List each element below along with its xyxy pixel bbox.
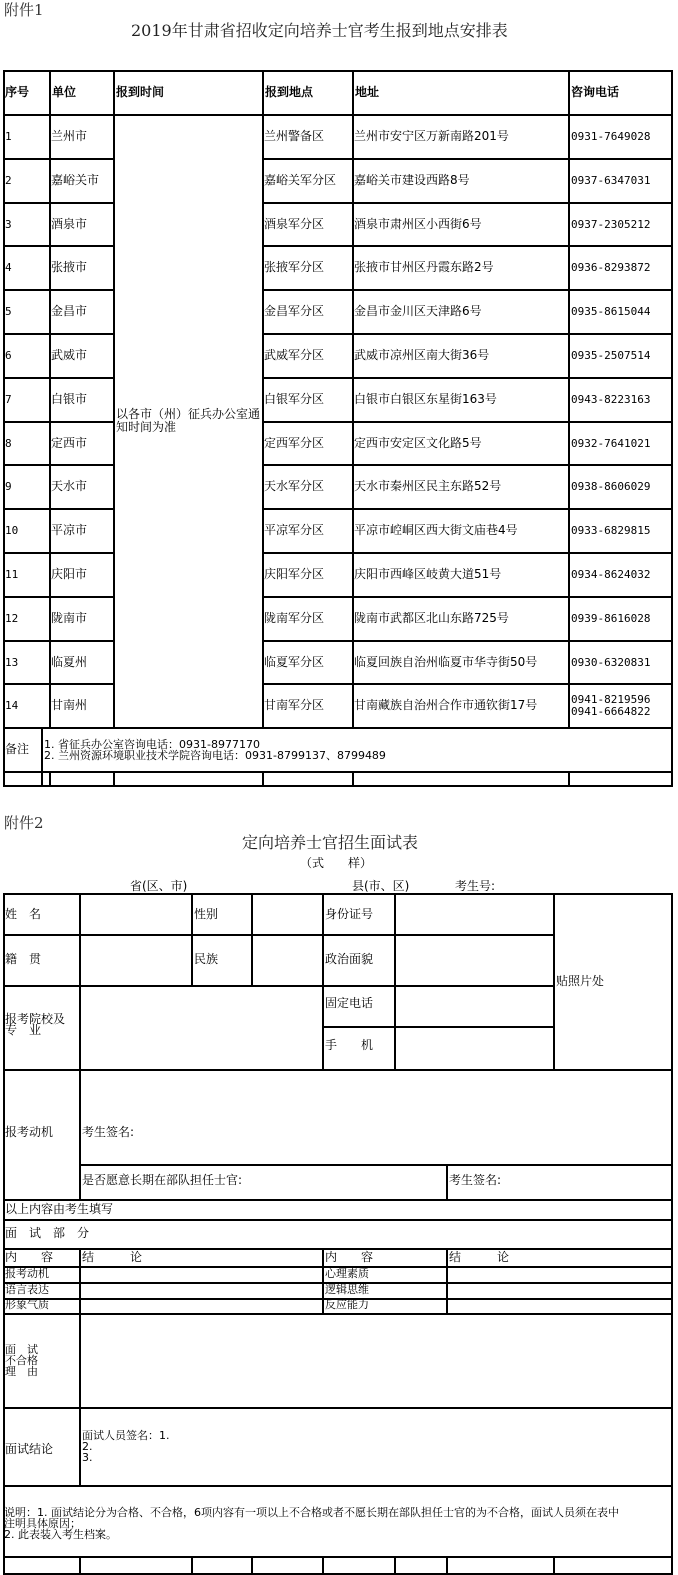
row-place: 武威军分区 (264, 348, 325, 362)
row-phone: 0931-7649028 (571, 130, 651, 143)
candidate-sign-label: 考生签名: (82, 1125, 135, 1139)
county-label: 县(市、区) (352, 879, 410, 893)
row-phone: 0937-6347031 (571, 174, 651, 187)
row-no: 7 (5, 393, 12, 406)
header-address: 地址 (355, 85, 380, 99)
row-unit: 张掖市 (51, 260, 88, 274)
row-phone: 0941-8219596 (571, 693, 651, 706)
header-no: 序号 (5, 85, 30, 99)
header-report-place: 报到地点 (265, 85, 314, 99)
content-header-left: 内 容 (5, 1250, 54, 1264)
row-place: 定西军分区 (264, 436, 325, 450)
motivation-label: 报考动机 (5, 1125, 54, 1139)
school-major-label-2: 专 业 (5, 1023, 42, 1037)
fail-reason-label-1: 面 试 (5, 1343, 38, 1356)
row-phone: 0933-6829815 (571, 524, 651, 537)
mobile-label: 手 机 (325, 1038, 374, 1052)
row-no: 5 (5, 305, 12, 318)
row-phone: 0934-8624032 (571, 568, 651, 581)
row-unit: 兰州市 (51, 129, 88, 143)
row-place: 张掖军分区 (264, 260, 325, 274)
row-unit: 陇南市 (51, 611, 88, 625)
row-address: 嘉峪关市建设西路8号 (354, 173, 470, 187)
row-address: 白银市白银区东星街163号 (354, 392, 497, 406)
conclusion-appearance-input[interactable] (82, 1300, 321, 1312)
school-major-label: 报考院校及 (5, 1012, 66, 1026)
row-no: 4 (5, 261, 12, 274)
conclusion-reaction-input[interactable] (449, 1300, 670, 1312)
note-1: 1. 省征兵办公室咨询电话：0931-8977170 (44, 738, 260, 751)
row-place: 天水军分区 (264, 479, 325, 493)
ethnicity-input[interactable] (254, 937, 321, 984)
page-title: 2019年甘肃省招收定向培养士官考生报到地点安排表 (131, 21, 508, 40)
row-unit: 金昌市 (51, 304, 88, 318)
row-no: 10 (5, 524, 19, 537)
ethnicity-label: 民族 (194, 952, 219, 966)
interviewer-sign-2: 2. (82, 1440, 93, 1453)
row-phone: 0935-2507514 (571, 349, 651, 362)
item-reaction: 反应能力 (325, 1298, 369, 1311)
explanation-line-2: 注明具体原因； (4, 1517, 81, 1530)
gender-label: 性别 (194, 907, 219, 921)
row-place: 兰州警备区 (264, 129, 325, 143)
row-phone: 0935-8615044 (571, 305, 651, 318)
row-place: 庆阳军分区 (264, 567, 325, 581)
conclusion-motivation-input[interactable] (82, 1268, 321, 1281)
row-address: 甘南藏族自治州合作市通钦街17号 (354, 698, 538, 712)
name-label: 姓 名 (5, 907, 42, 921)
row-no: 1 (5, 130, 12, 143)
form-title: 定向培养士官招生面试表 (242, 833, 419, 852)
row-place: 临夏军分区 (264, 655, 325, 669)
row-address: 武威市凉州区南大街36号 (354, 348, 490, 362)
explanation-line-1: 说明：1. 面试结论分为合格、不合格，6项内容有一项以上不合格或者不愿长期在部队担任士官的为不合格，面试人员须在表中 (4, 1506, 619, 1519)
exam-no-label: 考生号: (455, 879, 496, 893)
row-no: 2 (5, 174, 12, 187)
row-no: 12 (5, 612, 19, 625)
interview-section-title: 面 试 部 分 (5, 1226, 90, 1240)
row-place: 甘南军分区 (264, 698, 325, 712)
header-unit: 单位 (52, 85, 77, 99)
row-unit: 定西市 (51, 436, 88, 450)
item-logic: 逻辑思维 (325, 1283, 369, 1296)
interviewer-sign-3: 3. (82, 1451, 93, 1464)
row-place: 陇南军分区 (264, 611, 325, 625)
item-expression: 语言表达 (5, 1283, 49, 1296)
row-no: 3 (5, 218, 12, 231)
candidate-sign-label-2: 考生签名: (449, 1173, 502, 1187)
school-major-input[interactable] (82, 988, 321, 1068)
fail-reason-label-3: 理 由 (5, 1365, 38, 1378)
row-unit: 天水市 (51, 479, 88, 493)
row-no: 6 (5, 349, 12, 362)
row-address: 酒泉市肃州区小西街6号 (354, 217, 482, 231)
row-unit: 武威市 (51, 348, 88, 362)
conclusion-header-left: 结 论 (82, 1250, 143, 1264)
political-status-input[interactable] (397, 937, 552, 984)
interview-conclusion-label: 面试结论 (5, 1442, 54, 1456)
row-address: 金昌市金川区天津路6号 (354, 304, 482, 318)
photo-placeholder: 贴照片处 (556, 974, 605, 988)
attachment-1-label: 附件1 (4, 1, 44, 19)
item-appearance: 形象气质 (5, 1298, 49, 1311)
conclusion-logic-input[interactable] (449, 1284, 670, 1297)
landline-input[interactable] (397, 988, 552, 1025)
willing-question-label: 是否愿意长期在部队担任士官: (82, 1173, 243, 1187)
notes-label: 备注 (5, 742, 30, 756)
row-unit: 嘉峪关市 (51, 173, 100, 187)
report-time-value: 以各市（州）征兵办公室通知时间为准 (116, 407, 261, 434)
header-report-time: 报到时间 (116, 85, 165, 99)
row-phone: 0930-6320831 (571, 656, 651, 669)
id-no-label: 身份证号 (325, 907, 374, 921)
row-place: 白银军分区 (264, 392, 325, 406)
row-address: 临夏回族自治州临夏市华寺街50号 (354, 655, 538, 669)
conclusion-expression-input[interactable] (82, 1284, 321, 1297)
row-place: 酒泉军分区 (264, 217, 325, 231)
motivation-input[interactable] (82, 1072, 670, 1163)
item-psychology: 心理素质 (325, 1267, 369, 1280)
row-place: 金昌军分区 (264, 304, 325, 318)
explanation-line-3: 2. 此表装入考生档案。 (4, 1528, 117, 1541)
row-unit: 庆阳市 (51, 567, 88, 581)
row-unit: 酒泉市 (51, 217, 88, 231)
form-subtitle: （式 样） (300, 856, 373, 870)
row-unit: 白银市 (51, 392, 88, 406)
note-2: 2. 兰州资源环境职业技术学院咨询电话：0931-8799137、8799489 (44, 749, 386, 762)
row-phone: 0943-8223163 (571, 393, 651, 406)
mobile-input[interactable] (397, 1029, 552, 1068)
row-address: 定西市安定区文化路5号 (354, 436, 482, 450)
row-address: 张掖市甘州区丹霞东路2号 (354, 260, 494, 274)
row-no: 13 (5, 656, 19, 669)
row-unit: 临夏州 (51, 655, 88, 669)
row-phone: 0939-8616028 (571, 612, 651, 625)
row-phone: 0937-2305212 (571, 218, 651, 231)
fail-reason-input[interactable] (82, 1316, 670, 1406)
row-unit: 甘南州 (51, 698, 88, 712)
political-status-label: 政治面貌 (325, 952, 374, 966)
conclusion-header-right: 结 论 (449, 1250, 510, 1264)
row-no: 9 (5, 480, 12, 493)
row-place: 嘉峪关军分区 (264, 173, 337, 187)
row-phone: 0936-8293872 (571, 261, 651, 274)
interviewer-sign-1: 面试人员签名：1. (82, 1429, 170, 1442)
item-motivation: 报考动机 (5, 1267, 49, 1280)
content-header-right: 内 容 (325, 1250, 374, 1264)
province-label: 省(区、市) (130, 879, 188, 893)
name-input[interactable] (82, 896, 190, 933)
row-address: 兰州市安宁区万新南路201号 (354, 129, 509, 143)
row-address: 天水市秦州区民主东路52号 (354, 479, 502, 493)
row-no: 8 (5, 437, 12, 450)
header-phone: 咨询电话 (571, 85, 620, 99)
row-address: 陇南市武都区北山东路725号 (354, 611, 509, 625)
row-place: 平凉军分区 (264, 523, 325, 537)
row-unit: 平凉市 (51, 523, 88, 537)
row-address: 庆阳市西峰区岐黄大道51号 (354, 567, 502, 581)
gender-input[interactable] (254, 896, 321, 933)
attachment-2-label: 附件2 (4, 814, 44, 832)
row-phone: 0932-7641021 (571, 437, 651, 450)
native-place-input[interactable] (82, 937, 190, 984)
row-phone: 0938-8606029 (571, 480, 651, 493)
id-no-input[interactable] (397, 896, 552, 933)
row-phone-2: 0941-6664822 (571, 705, 651, 718)
fail-reason-label-2: 不合格 (5, 1354, 38, 1367)
row-no: 14 (5, 699, 19, 712)
landline-label: 固定电话 (325, 996, 374, 1010)
row-no: 11 (5, 568, 19, 581)
native-place-label: 籍 贯 (5, 952, 42, 966)
conclusion-psychology-input[interactable] (449, 1268, 670, 1281)
row-address: 平凉市崆峒区西大街文庙巷4号 (354, 523, 518, 537)
filled-by-candidate-note: 以上内容由考生填写 (5, 1202, 114, 1216)
